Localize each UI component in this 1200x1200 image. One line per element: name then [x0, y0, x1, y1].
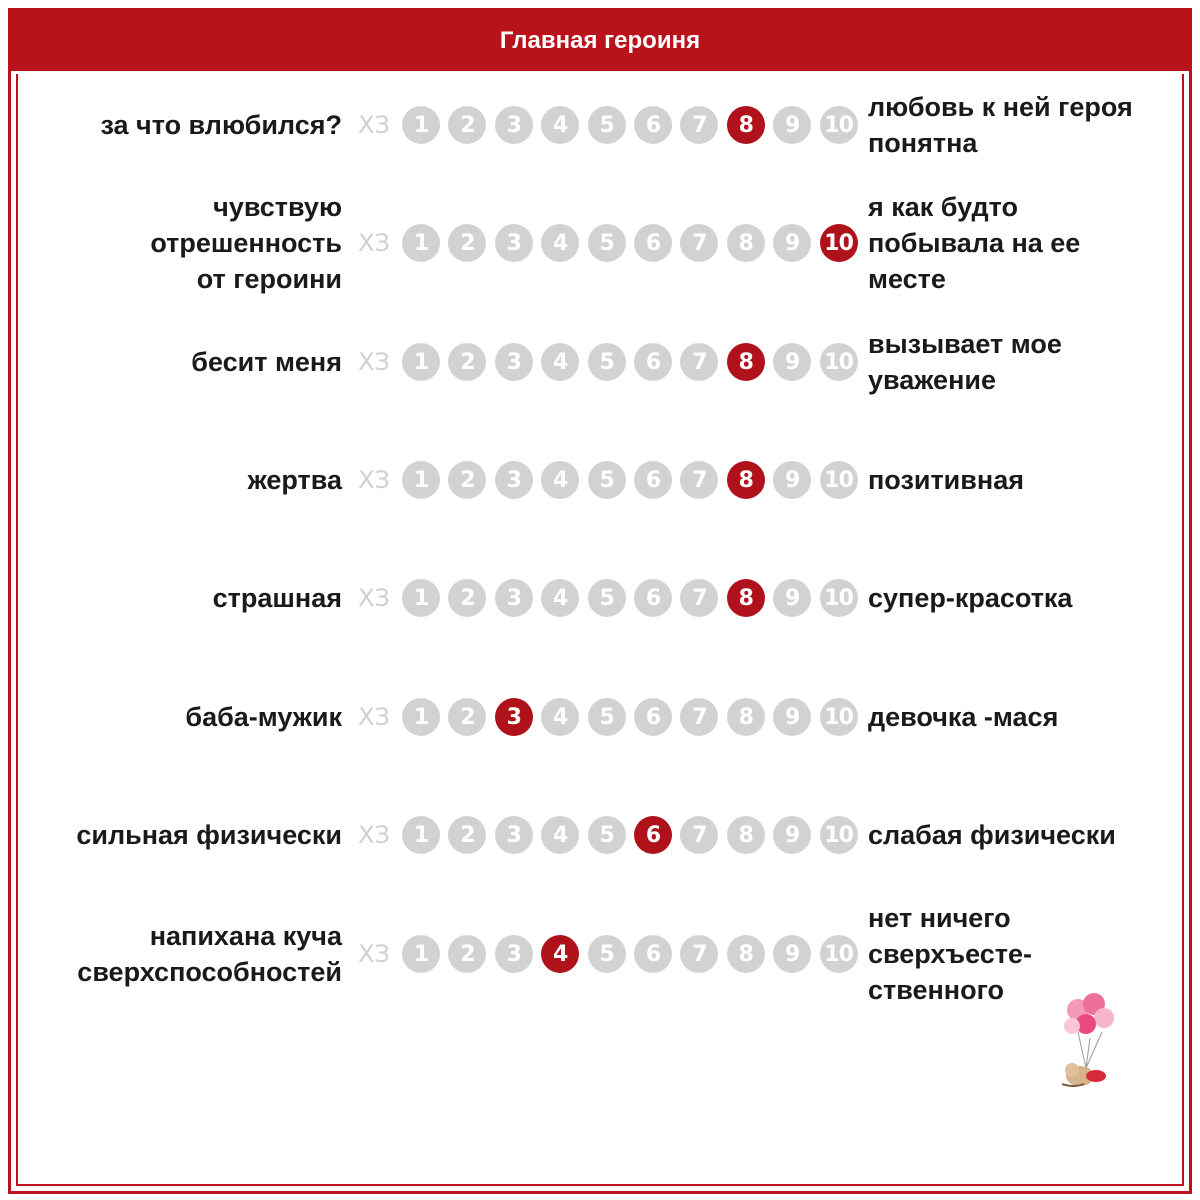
scale-dot: 1 — [402, 579, 440, 617]
rating-scale — [352, 933, 862, 975]
scale-dot-selected: 8 — [727, 461, 765, 499]
scale-unknown-option: ХЗ — [358, 466, 390, 494]
rating-row — [0, 775, 1200, 895]
scale-dot: 4 — [541, 461, 579, 499]
scale-dot: 1 — [402, 106, 440, 144]
right-pole-label: нет ничего сверхъесте- ственного — [868, 903, 1033, 1005]
scale-dot: 8 — [727, 224, 765, 262]
rating-scale — [352, 814, 862, 856]
scale-unknown-option: ХЗ — [358, 940, 390, 968]
scale-unknown-option: ХЗ — [358, 229, 390, 257]
balloons-bear-icon — [1050, 988, 1130, 1098]
rating-scale — [352, 104, 862, 146]
scale-dot: 8 — [727, 935, 765, 973]
scale-dot: 4 — [541, 579, 579, 617]
rating-scale — [352, 696, 862, 738]
scale-dot: 3 — [495, 224, 533, 262]
right-pole-label: любовь к ней героя понятна — [868, 92, 1133, 158]
scale-dot-selected: 10 — [820, 224, 858, 262]
scale-dot: 5 — [588, 816, 626, 854]
scale-dot: 7 — [680, 816, 718, 854]
scale-dot: 9 — [773, 461, 811, 499]
rating-scale — [352, 577, 862, 619]
scale-dot: 6 — [634, 698, 672, 736]
left-pole-label: сильная физически — [76, 820, 342, 850]
scale-dot: 3 — [495, 816, 533, 854]
scale-dot: 2 — [448, 224, 486, 262]
scale-dot: 3 — [495, 461, 533, 499]
rating-row — [0, 894, 1200, 1014]
scale-dot: 10 — [820, 935, 858, 973]
scale-dot: 6 — [634, 343, 672, 381]
scale-dot: 10 — [820, 579, 858, 617]
right-pole-label: я как будто побывала на ее месте — [868, 192, 1081, 294]
left-pole-label: страшная — [212, 583, 342, 613]
rating-row — [0, 657, 1200, 777]
scale-dot: 5 — [588, 935, 626, 973]
scale-unknown-option: ХЗ — [358, 703, 390, 731]
scale-unknown-option: ХЗ — [358, 111, 390, 139]
scale-dot: 5 — [588, 579, 626, 617]
scale-dot: 2 — [448, 816, 486, 854]
scale-unknown-option: ХЗ — [358, 821, 390, 849]
scale-dot: 7 — [680, 579, 718, 617]
scale-unknown-option: ХЗ — [358, 584, 390, 612]
scale-dot-selected: 8 — [727, 106, 765, 144]
scale-dot: 10 — [820, 816, 858, 854]
scale-dot: 1 — [402, 935, 440, 973]
scale-dot: 1 — [402, 343, 440, 381]
rating-row — [0, 538, 1200, 658]
scale-dot: 10 — [820, 461, 858, 499]
scale-dot: 1 — [402, 461, 440, 499]
scale-dot-selected: 4 — [541, 935, 579, 973]
scale-dot: 10 — [820, 343, 858, 381]
scale-dot: 3 — [495, 935, 533, 973]
right-pole-label: супер-красотка — [868, 583, 1073, 613]
scale-dot: 1 — [402, 698, 440, 736]
rating-scale — [352, 341, 862, 383]
rating-scale — [352, 222, 862, 264]
left-pole-label: жертва — [247, 465, 342, 495]
scale-dot: 7 — [680, 698, 718, 736]
rating-row — [0, 302, 1200, 422]
scale-dot: 4 — [541, 343, 579, 381]
scale-dot: 9 — [773, 935, 811, 973]
scale-dot: 4 — [541, 224, 579, 262]
left-pole-label: чувствую отрешенность от героини — [150, 192, 342, 294]
scale-dot: 5 — [588, 461, 626, 499]
scale-dot: 3 — [495, 579, 533, 617]
scale-dot: 8 — [727, 816, 765, 854]
scale-dot: 5 — [588, 106, 626, 144]
scale-dot: 7 — [680, 224, 718, 262]
scale-dot: 9 — [773, 816, 811, 854]
scale-dot: 6 — [634, 461, 672, 499]
scale-dot: 6 — [634, 579, 672, 617]
scale-dot: 9 — [773, 106, 811, 144]
scale-dot-selected: 3 — [495, 698, 533, 736]
scale-dot: 6 — [634, 224, 672, 262]
scale-dot: 7 — [680, 343, 718, 381]
scale-dot: 2 — [448, 106, 486, 144]
right-pole-label: позитивная — [868, 465, 1024, 495]
rating-row — [0, 183, 1200, 303]
scale-dot: 2 — [448, 698, 486, 736]
rating-scale — [352, 459, 862, 501]
scale-dot: 2 — [448, 935, 486, 973]
right-pole-label: слабая физически — [868, 820, 1116, 850]
right-pole-label: девочка -мася — [868, 702, 1059, 732]
scale-dot: 4 — [541, 816, 579, 854]
scale-dot: 2 — [448, 343, 486, 381]
scale-dot: 6 — [634, 106, 672, 144]
scale-dot: 4 — [541, 698, 579, 736]
scale-dot: 5 — [588, 224, 626, 262]
scale-dot: 9 — [773, 698, 811, 736]
scale-dot-selected: 6 — [634, 816, 672, 854]
scale-dot: 1 — [402, 816, 440, 854]
scale-dot-selected: 8 — [727, 343, 765, 381]
scale-dot: 5 — [588, 343, 626, 381]
scale-dot: 10 — [820, 698, 858, 736]
left-pole-label: за что влюбился? — [100, 110, 342, 140]
right-pole-label: вызывает мое уважение — [868, 329, 1062, 395]
rating-row — [0, 65, 1200, 185]
left-pole-label: напихана куча сверхспособностей — [77, 921, 342, 987]
scale-dot: 3 — [495, 343, 533, 381]
scale-dot: 3 — [495, 106, 533, 144]
scale-dot: 10 — [820, 106, 858, 144]
scale-dot: 5 — [588, 698, 626, 736]
scale-dot: 7 — [680, 935, 718, 973]
scale-dot: 7 — [680, 106, 718, 144]
scale-dot: 2 — [448, 579, 486, 617]
scale-dot: 9 — [773, 579, 811, 617]
scale-dot: 4 — [541, 106, 579, 144]
scale-dot: 9 — [773, 224, 811, 262]
scale-dot-selected: 8 — [727, 579, 765, 617]
scale-dot: 6 — [634, 935, 672, 973]
card-title: Главная героиня — [11, 11, 1189, 71]
scale-unknown-option: ХЗ — [358, 348, 390, 376]
rating-row — [0, 420, 1200, 540]
scale-dot: 8 — [727, 698, 765, 736]
scale-dot: 2 — [448, 461, 486, 499]
left-pole-label: баба-мужик — [185, 702, 342, 732]
scale-dot: 7 — [680, 461, 718, 499]
scale-dot: 1 — [402, 224, 440, 262]
left-pole-label: бесит меня — [191, 347, 342, 377]
scale-dot: 9 — [773, 343, 811, 381]
